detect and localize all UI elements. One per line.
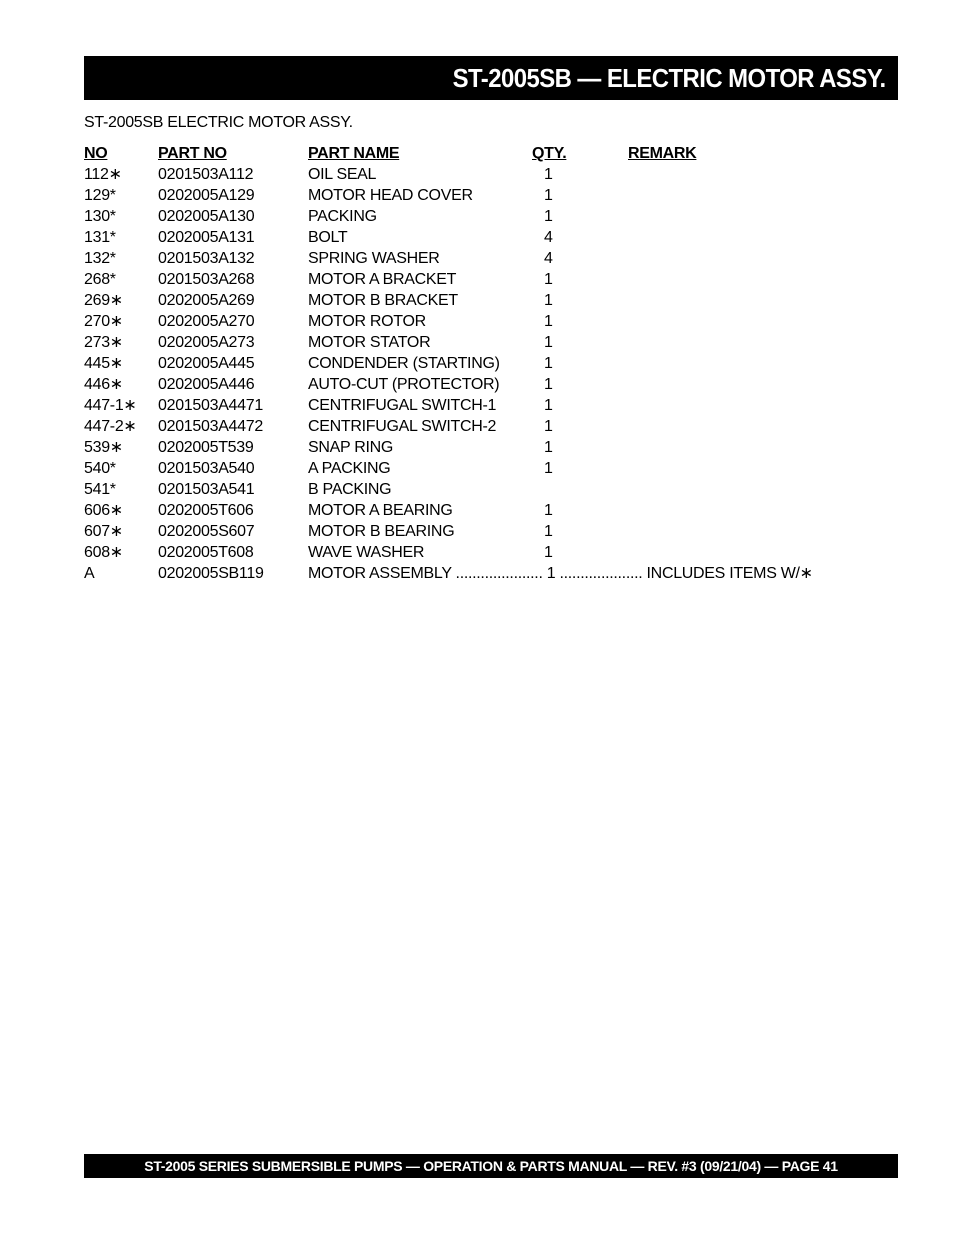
- cell-part-no: 0201503A268: [158, 271, 255, 288]
- cell-qty: 1: [544, 502, 553, 519]
- section-subtitle: ST-2005SB ELECTRIC MOTOR ASSY.: [84, 114, 353, 131]
- cell-qty: 1: [544, 439, 553, 456]
- cell-part-name: AUTO-CUT (PROTECTOR): [308, 376, 500, 393]
- cell-no: 129*: [84, 187, 116, 204]
- cell-no: 447-2∗: [84, 418, 137, 435]
- cell-qty: 1: [544, 313, 553, 330]
- cell-part-no: 0201503A132: [158, 250, 255, 267]
- assembly-no: A: [84, 565, 95, 582]
- cell-part-no: 0202005S607: [158, 523, 255, 540]
- cell-part-name: MOTOR HEAD COVER: [308, 187, 473, 204]
- cell-no: 445∗: [84, 355, 123, 372]
- assembly-description: MOTOR ASSEMBLY ..................... 1 .................... INCLUDES ITEMS W/∗: [308, 565, 813, 582]
- cell-part-name: B PACKING: [308, 481, 392, 498]
- cell-qty: 1: [544, 292, 553, 309]
- cell-part-name: WAVE WASHER: [308, 544, 425, 561]
- cell-part-name: SNAP RING: [308, 439, 394, 456]
- cell-no: 541*: [84, 481, 116, 498]
- cell-qty: 1: [544, 187, 553, 204]
- table-row: [84, 479, 864, 500]
- table-header-row: [84, 143, 864, 164]
- table-row: [84, 311, 864, 332]
- cell-no: 112∗: [84, 166, 122, 183]
- cell-qty: 1: [544, 397, 553, 414]
- cell-qty: 1: [544, 355, 553, 372]
- cell-no: 132*: [84, 250, 116, 267]
- cell-part-name: CENTRIFUGAL SWITCH-2: [308, 418, 497, 435]
- cell-no: 130*: [84, 208, 116, 225]
- cell-no: 268*: [84, 271, 116, 288]
- column-header-qty: QTY.: [532, 145, 567, 162]
- cell-no: 273∗: [84, 334, 123, 351]
- assembly-part-no: 0202005SB119: [158, 565, 264, 582]
- cell-part-no: 0202005A270: [158, 313, 255, 330]
- cell-qty: 1: [544, 460, 553, 477]
- cell-part-no: 0202005T606: [158, 502, 254, 519]
- cell-no: 539∗: [84, 439, 123, 456]
- cell-part-name: MOTOR ROTOR: [308, 313, 426, 330]
- column-header-no: NO: [84, 145, 108, 162]
- cell-part-no: 0202005T608: [158, 544, 254, 561]
- table-row: [84, 395, 864, 416]
- cell-no: 270∗: [84, 313, 123, 330]
- column-header-part-name: PART NAME: [308, 145, 400, 162]
- cell-part-no: 0202005A446: [158, 376, 255, 393]
- table-row: [84, 416, 864, 437]
- cell-no: 607∗: [84, 523, 123, 540]
- cell-qty: 1: [544, 208, 553, 225]
- table-row: [84, 185, 864, 206]
- table-row: [84, 353, 864, 374]
- table-row: [84, 206, 864, 227]
- cell-part-no: 0202005T539: [158, 439, 254, 456]
- cell-part-no: 0202005A445: [158, 355, 255, 372]
- cell-part-name: CENTRIFUGAL SWITCH-1: [308, 397, 497, 414]
- cell-qty: 4: [544, 229, 553, 246]
- cell-part-no: 0202005A269: [158, 292, 255, 309]
- table-row: [84, 227, 864, 248]
- cell-part-name: MOTOR B BRACKET: [308, 292, 458, 309]
- table-row: [84, 248, 864, 269]
- cell-qty: 1: [544, 166, 553, 183]
- cell-part-name: MOTOR B BEARING: [308, 523, 455, 540]
- cell-no: 447-1∗: [84, 397, 137, 414]
- table-row: [84, 269, 864, 290]
- cell-qty: 1: [544, 376, 553, 393]
- cell-qty: 1: [544, 523, 553, 540]
- parts-table: [84, 143, 864, 584]
- page-footer-bar: [84, 1154, 898, 1178]
- cell-no: 606∗: [84, 502, 123, 519]
- table-row: [84, 521, 864, 542]
- page-footer: ST-2005 SERIES SUBMERSIBLE PUMPS — OPERATION & PARTS MANUAL — REV. #3 (09/21/04) — PAGE 41: [144, 1158, 838, 1174]
- cell-qty: 1: [544, 544, 553, 561]
- cell-no: 540*: [84, 460, 116, 477]
- table-row: [84, 290, 864, 311]
- table-row: [84, 332, 864, 353]
- table-row: [84, 164, 864, 185]
- cell-qty: 1: [544, 271, 553, 288]
- cell-part-no: 0202005A129: [158, 187, 255, 204]
- cell-part-no: 0201503A541: [158, 481, 255, 498]
- cell-qty: 1: [544, 418, 553, 435]
- column-header-part-no: PART NO: [158, 145, 227, 162]
- table-body: [84, 164, 864, 563]
- cell-part-no: 0201503A540: [158, 460, 255, 477]
- cell-no: 269∗: [84, 292, 123, 309]
- cell-part-no: 0202005A130: [158, 208, 255, 225]
- cell-part-no: 0201503A4471: [158, 397, 263, 414]
- column-header-remark: REMARK: [628, 145, 697, 162]
- cell-part-name: SPRING WASHER: [308, 250, 440, 267]
- cell-part-no: 0202005A131: [158, 229, 255, 246]
- cell-part-name: PACKING: [308, 208, 377, 225]
- cell-qty: 4: [544, 250, 553, 267]
- cell-part-no: 0202005A273: [158, 334, 255, 351]
- cell-part-name: MOTOR A BEARING: [308, 502, 453, 519]
- table-row: [84, 458, 864, 479]
- cell-no: 608∗: [84, 544, 123, 561]
- cell-part-name: MOTOR STATOR: [308, 334, 431, 351]
- table-row: [84, 437, 864, 458]
- page-title: ST-2005SB — ELECTRIC MOTOR ASSY.: [453, 62, 886, 93]
- cell-part-name: OIL SEAL: [308, 166, 377, 183]
- cell-part-name: CONDENDER (STARTING): [308, 355, 500, 372]
- cell-no: 446∗: [84, 376, 123, 393]
- cell-part-no: 0201503A112: [158, 166, 254, 183]
- table-row: [84, 500, 864, 521]
- cell-part-name: MOTOR A BRACKET: [308, 271, 457, 288]
- assembly-row: [84, 563, 864, 584]
- cell-part-name: A PACKING: [308, 460, 391, 477]
- cell-part-no: 0201503A4472: [158, 418, 263, 435]
- cell-qty: 1: [544, 334, 553, 351]
- table-row: [84, 542, 864, 563]
- page-title-bar: [84, 56, 898, 100]
- cell-part-name: BOLT: [308, 229, 348, 246]
- cell-no: 131*: [84, 229, 116, 246]
- table-row: [84, 374, 864, 395]
